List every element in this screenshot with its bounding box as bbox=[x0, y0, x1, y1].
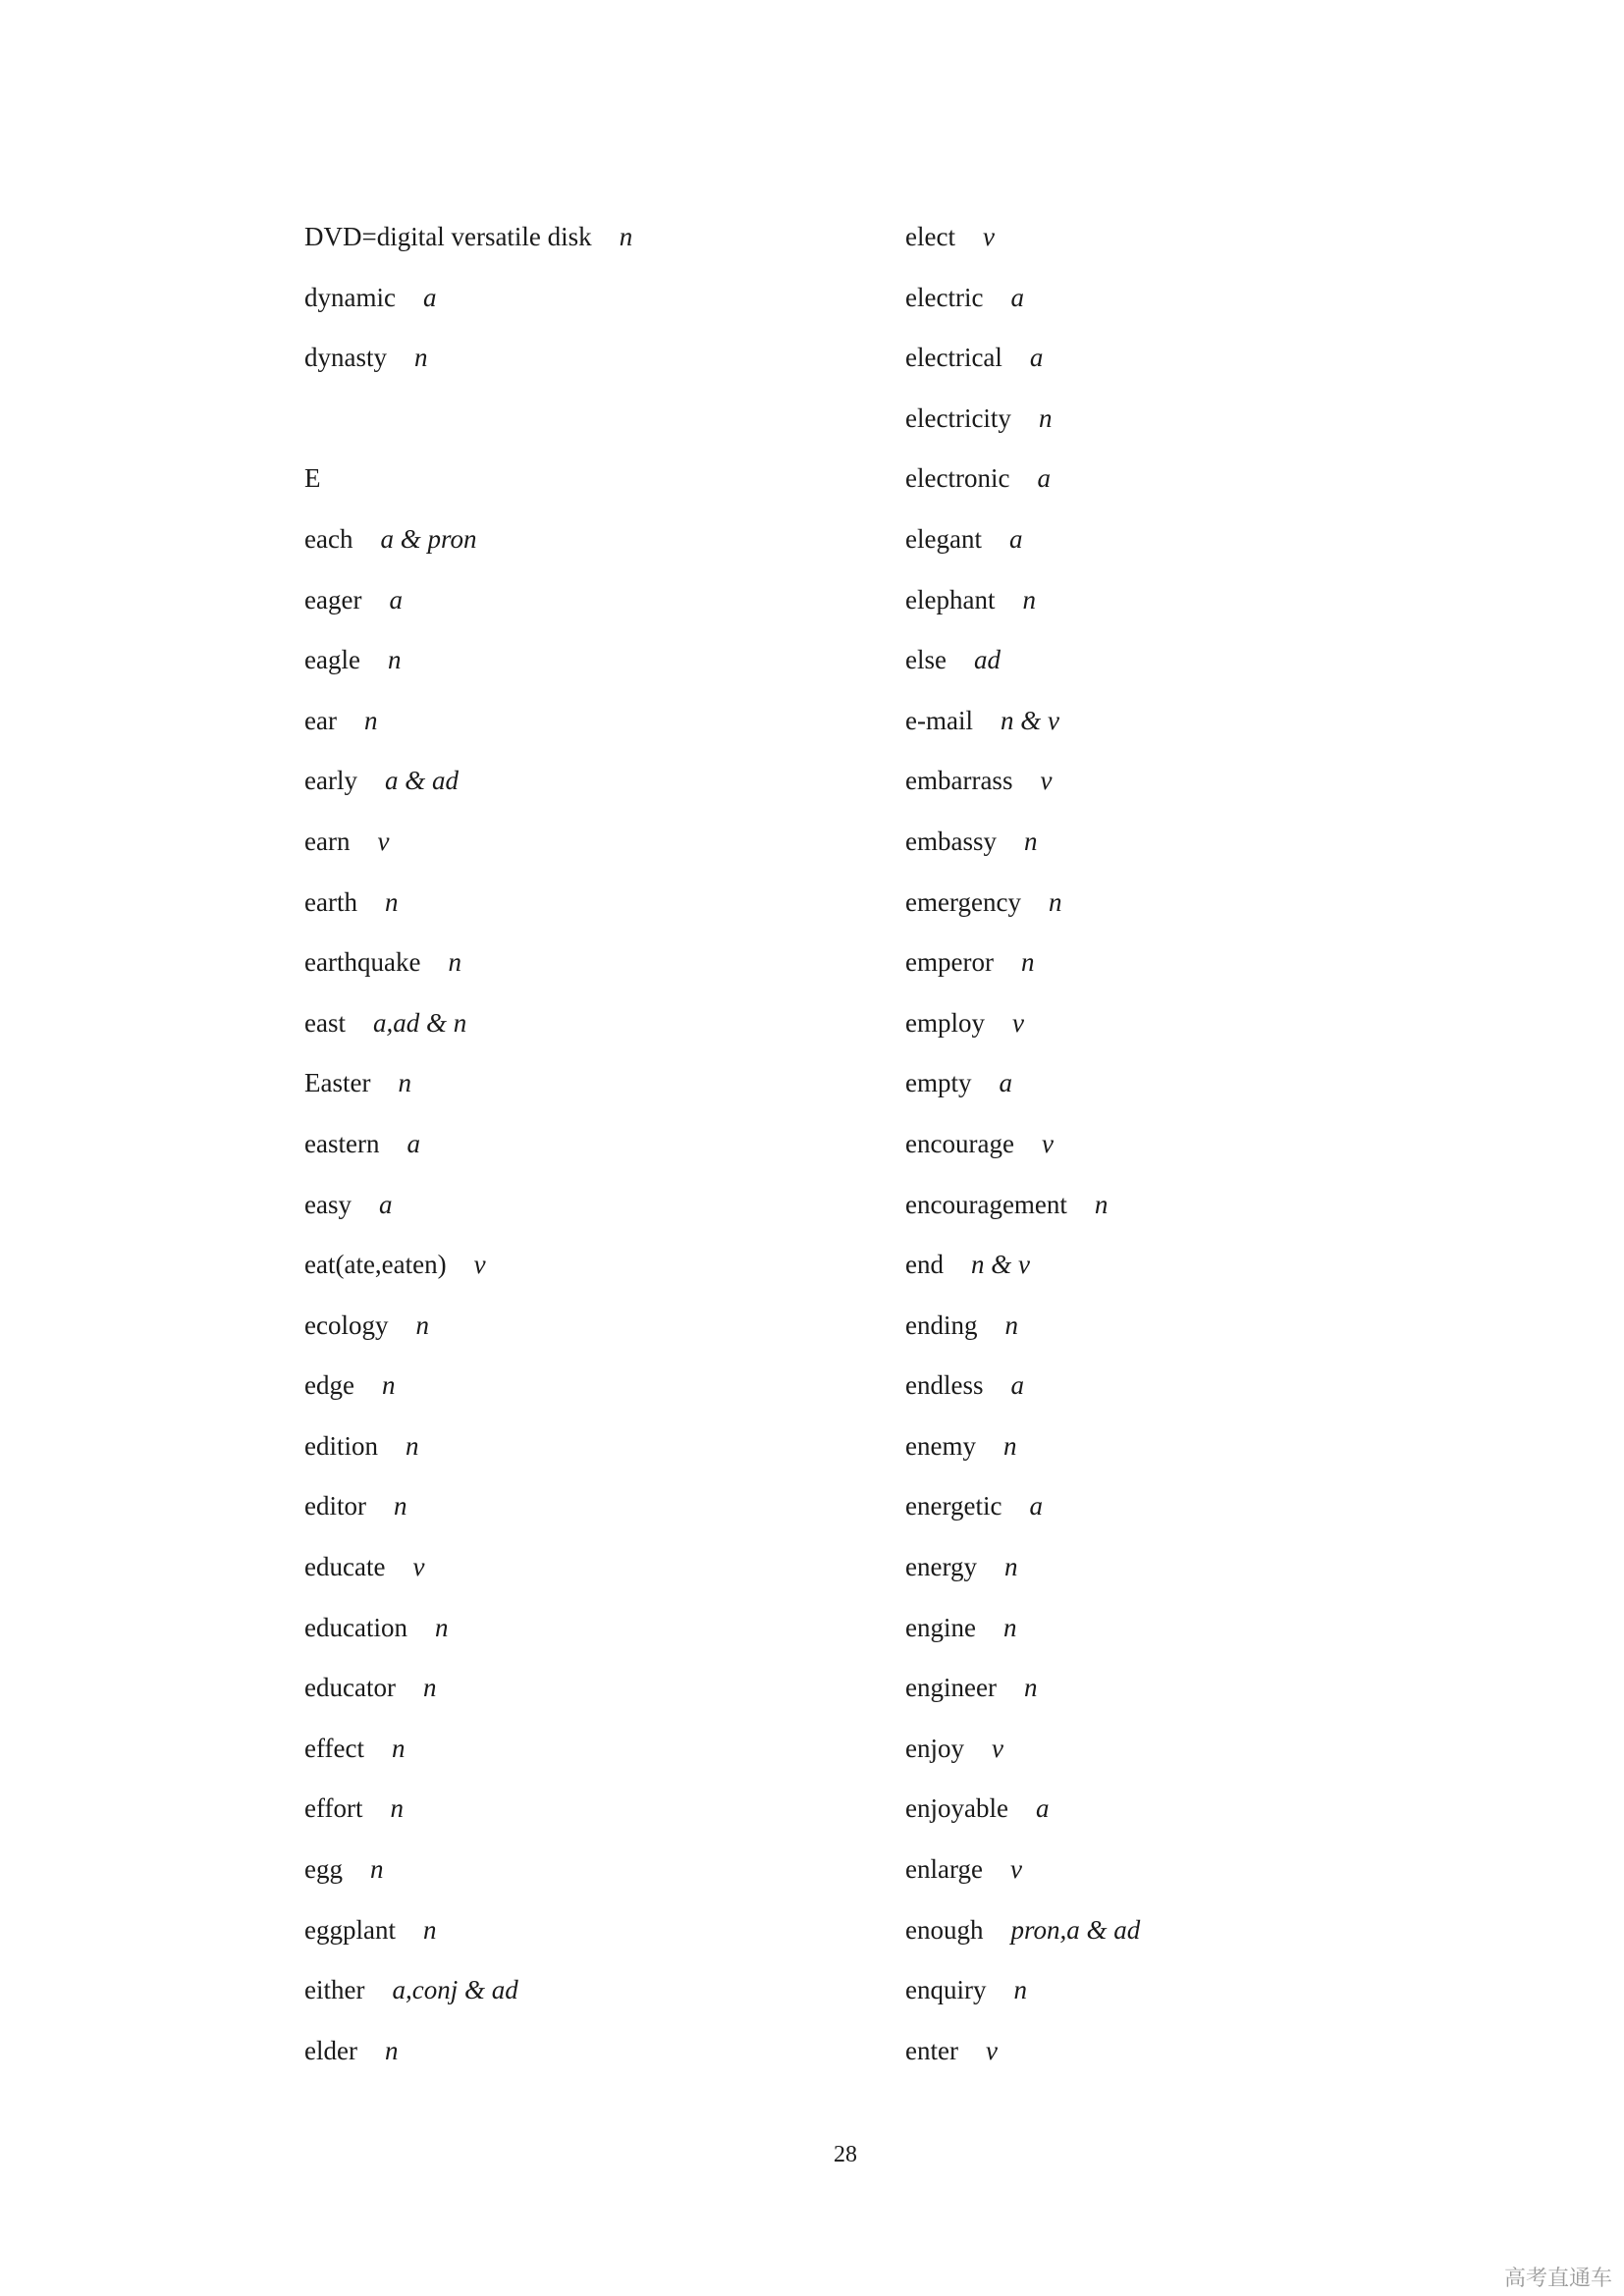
list-item bbox=[304, 519, 632, 580]
entry-word: enough bbox=[905, 1914, 984, 1945]
list-item bbox=[905, 399, 1140, 459]
entry-part-of-speech: a,conj & ad bbox=[392, 1975, 518, 2005]
entry-word: edge bbox=[304, 1370, 354, 1401]
entry-word: eager bbox=[304, 584, 362, 614]
list-item bbox=[905, 942, 1140, 1003]
list-item bbox=[304, 278, 632, 339]
list-item bbox=[304, 1185, 632, 1246]
entry-part-of-speech: n bbox=[1022, 584, 1036, 614]
list-item bbox=[905, 1970, 1140, 2031]
entry-word: ecology bbox=[304, 1309, 389, 1340]
entry-word: else bbox=[905, 645, 947, 675]
entry-word: end bbox=[905, 1250, 944, 1280]
entry-word: earthquake bbox=[304, 947, 421, 978]
list-item bbox=[905, 580, 1140, 641]
entry-part-of-speech: n bbox=[391, 1733, 406, 1763]
entry-part-of-speech: pron,a & ad bbox=[1010, 1914, 1141, 1945]
entry-word: DVD=digital versatile disk bbox=[304, 222, 592, 251]
entry-word: effort bbox=[304, 1793, 363, 1824]
list-item bbox=[905, 761, 1140, 822]
entry-word: each bbox=[304, 523, 353, 554]
entry-part-of-speech: n bbox=[384, 2035, 399, 2065]
entry-word: easy bbox=[304, 1189, 352, 1219]
entry-part-of-speech: n & v bbox=[1000, 705, 1059, 735]
list-item bbox=[304, 1789, 632, 1849]
list-item bbox=[304, 882, 632, 943]
list-item bbox=[905, 1426, 1140, 1487]
entry-part-of-speech: n bbox=[415, 1309, 429, 1340]
list-item bbox=[905, 1910, 1140, 1971]
entry-word: elephant bbox=[905, 584, 996, 614]
entry-part-of-speech: a bbox=[1008, 523, 1023, 554]
entry-word: eastern bbox=[304, 1128, 380, 1158]
left-column bbox=[304, 217, 632, 2091]
entry-part-of-speech: n bbox=[1002, 1430, 1017, 1461]
entry-word: enjoyable bbox=[905, 1793, 1008, 1824]
entry-word: emperor bbox=[905, 947, 994, 978]
entry-word: Easter bbox=[304, 1068, 371, 1098]
entry-word: eagle bbox=[304, 645, 360, 675]
entry-part-of-speech: n bbox=[422, 1673, 437, 1703]
list-item bbox=[304, 1003, 632, 1064]
entry-word: electricity bbox=[905, 402, 1011, 433]
entry-word: elegant bbox=[905, 523, 982, 554]
entry-part-of-speech: a bbox=[1010, 1370, 1024, 1401]
entry-word: egg bbox=[304, 1854, 343, 1885]
watermark: 高考直通车 bbox=[1503, 2267, 1612, 2291]
list-item bbox=[905, 1849, 1140, 1910]
entry-part-of-speech: n bbox=[1004, 1309, 1018, 1340]
entry-part-of-speech: a bbox=[378, 1189, 393, 1219]
entry-part-of-speech: n bbox=[1013, 1975, 1027, 2005]
entry-part-of-speech: a bbox=[1029, 343, 1044, 373]
page-number: 28 bbox=[834, 2142, 857, 2167]
entry-word: energetic bbox=[905, 1491, 1002, 1522]
entry-part-of-speech: n bbox=[619, 222, 633, 251]
entry-word: e-mail bbox=[905, 705, 973, 735]
list-item bbox=[905, 701, 1140, 762]
entry-word: embassy bbox=[905, 826, 997, 856]
entry-word: electronic bbox=[905, 463, 1010, 494]
section-spacer bbox=[304, 399, 632, 459]
list-item bbox=[304, 1849, 632, 1910]
entry-part-of-speech: n bbox=[1094, 1189, 1109, 1219]
entry-word: ending bbox=[905, 1309, 978, 1340]
entry-part-of-speech: a bbox=[1037, 463, 1051, 494]
entry-part-of-speech: n bbox=[1003, 1552, 1018, 1582]
list-item bbox=[304, 338, 632, 399]
entry-part-of-speech: a,ad & n bbox=[372, 1007, 467, 1038]
list-item bbox=[905, 822, 1140, 882]
list-item bbox=[905, 640, 1140, 701]
entry-part-of-speech: n bbox=[434, 1612, 449, 1642]
entry-part-of-speech: n bbox=[363, 705, 378, 735]
entry-word: empty bbox=[905, 1068, 972, 1098]
entry-word: encouragement bbox=[905, 1189, 1067, 1219]
list-item bbox=[905, 278, 1140, 339]
entry-part-of-speech: n bbox=[422, 1914, 437, 1945]
entry-word: enemy bbox=[905, 1430, 976, 1461]
entry-part-of-speech: v bbox=[1041, 1128, 1054, 1158]
list-item bbox=[905, 2031, 1140, 2092]
entry-part-of-speech: n bbox=[448, 947, 461, 978]
entry-word: edition bbox=[304, 1430, 378, 1461]
entry-word: employ bbox=[905, 1007, 985, 1038]
list-item bbox=[905, 882, 1140, 943]
entry-part-of-speech: v bbox=[985, 2035, 998, 2065]
list-item bbox=[304, 640, 632, 701]
entry-word: engineer bbox=[905, 1673, 997, 1703]
list-item bbox=[304, 1486, 632, 1547]
entry-part-of-speech: a bbox=[406, 1128, 420, 1158]
entry-part-of-speech: n bbox=[414, 343, 428, 373]
entry-word: endless bbox=[905, 1370, 984, 1401]
entry-part-of-speech: n bbox=[1002, 1612, 1017, 1642]
entry-word: education bbox=[304, 1612, 407, 1642]
list-item bbox=[304, 1729, 632, 1789]
entry-part-of-speech: n bbox=[406, 1430, 419, 1461]
entry-word: electric bbox=[905, 282, 984, 312]
entry-part-of-speech: a bbox=[1029, 1491, 1043, 1522]
list-item bbox=[304, 1547, 632, 1608]
entry-word: either bbox=[304, 1975, 365, 2005]
list-item bbox=[304, 580, 632, 641]
entry-part-of-speech: v bbox=[992, 1733, 1003, 1763]
entry-word: eggplant bbox=[304, 1914, 396, 1945]
list-item bbox=[905, 1063, 1140, 1124]
entry-word: educator bbox=[304, 1673, 396, 1703]
entry-part-of-speech: n bbox=[398, 1068, 411, 1098]
list-item bbox=[905, 1306, 1140, 1366]
list-item bbox=[304, 1306, 632, 1366]
entry-part-of-speech: a bbox=[1035, 1793, 1050, 1824]
entry-part-of-speech: n bbox=[384, 886, 399, 917]
list-item bbox=[905, 1547, 1140, 1608]
entry-part-of-speech: n bbox=[1023, 826, 1038, 856]
entry-part-of-speech: a bbox=[999, 1068, 1012, 1098]
entry-word: ear bbox=[304, 705, 337, 735]
list-item bbox=[905, 1185, 1140, 1246]
entry-word: dynamic bbox=[304, 282, 396, 312]
entry-word: enlarge bbox=[905, 1854, 983, 1885]
entry-part-of-speech: v bbox=[473, 1250, 486, 1280]
entry-word: earn bbox=[304, 826, 351, 856]
list-item bbox=[304, 1970, 632, 2031]
entry-part-of-speech: v bbox=[412, 1552, 425, 1582]
entry-part-of-speech: a bbox=[422, 282, 437, 312]
list-item bbox=[304, 217, 632, 278]
entry-word: encourage bbox=[905, 1128, 1014, 1158]
list-item bbox=[905, 217, 1140, 278]
entry-part-of-speech: v bbox=[1009, 1854, 1022, 1885]
entry-word: elder bbox=[304, 2035, 357, 2065]
entry-part-of-speech: a bbox=[1010, 282, 1024, 312]
entry-part-of-speech: n bbox=[387, 645, 402, 675]
entry-part-of-speech: v bbox=[377, 826, 390, 856]
list-item bbox=[304, 1426, 632, 1487]
list-item bbox=[905, 1003, 1140, 1064]
list-item bbox=[905, 458, 1140, 519]
entry-part-of-speech: a & ad bbox=[384, 766, 459, 796]
list-item bbox=[905, 1124, 1140, 1185]
entry-word: editor bbox=[304, 1491, 366, 1522]
entry-word: emergency bbox=[905, 886, 1021, 917]
entry-word: elect bbox=[905, 222, 955, 251]
list-item bbox=[304, 1245, 632, 1306]
entry-word: earth bbox=[304, 886, 357, 917]
list-item bbox=[905, 338, 1140, 399]
list-item bbox=[304, 1608, 632, 1669]
list-item bbox=[905, 1668, 1140, 1729]
entry-part-of-speech: n bbox=[1023, 1673, 1038, 1703]
list-item bbox=[905, 519, 1140, 580]
entry-word: electrical bbox=[905, 343, 1002, 373]
list-item bbox=[304, 1910, 632, 1971]
list-item bbox=[905, 1729, 1140, 1789]
right-column bbox=[905, 217, 1140, 2091]
entry-part-of-speech: n & v bbox=[970, 1250, 1030, 1280]
entry-word: east bbox=[304, 1007, 346, 1038]
entry-word: energy bbox=[905, 1552, 977, 1582]
entry-part-of-speech: n bbox=[381, 1370, 396, 1401]
entry-word: engine bbox=[905, 1612, 976, 1642]
entry-word: educate bbox=[304, 1552, 386, 1582]
entry-word: early bbox=[304, 766, 357, 796]
entry-part-of-speech: n bbox=[1020, 947, 1035, 978]
entry-word: enjoy bbox=[905, 1733, 964, 1763]
entry-part-of-speech: n bbox=[390, 1793, 404, 1824]
list-item bbox=[304, 1124, 632, 1185]
entry-part-of-speech: a bbox=[389, 584, 403, 614]
list-item bbox=[304, 2031, 632, 2092]
entry-part-of-speech: ad bbox=[973, 645, 1001, 675]
list-item bbox=[304, 761, 632, 822]
entry-part-of-speech: n bbox=[1038, 402, 1053, 433]
entry-word: effect bbox=[304, 1733, 364, 1763]
section-heading: E bbox=[304, 463, 321, 494]
list-item bbox=[304, 1668, 632, 1729]
list-item bbox=[304, 1063, 632, 1124]
list-item bbox=[304, 942, 632, 1003]
entry-word: eat(ate,eaten) bbox=[304, 1250, 447, 1280]
list-item bbox=[304, 1365, 632, 1426]
list-item bbox=[905, 1789, 1140, 1849]
entry-word: embarrass bbox=[905, 766, 1013, 796]
list-item bbox=[905, 1486, 1140, 1547]
entry-part-of-speech: n bbox=[393, 1491, 407, 1522]
entry-part-of-speech: v bbox=[1012, 1007, 1024, 1038]
list-item bbox=[304, 701, 632, 762]
entry-part-of-speech: n bbox=[1048, 886, 1062, 917]
entry-part-of-speech: a & pron bbox=[380, 523, 477, 554]
list-item bbox=[905, 1365, 1140, 1426]
list-item bbox=[304, 822, 632, 882]
entry-word: dynasty bbox=[304, 343, 387, 373]
entry-part-of-speech: v bbox=[982, 222, 995, 251]
entry-part-of-speech: v bbox=[1040, 766, 1053, 796]
entry-part-of-speech: n bbox=[369, 1854, 384, 1885]
entry-word: enquiry bbox=[905, 1975, 987, 2005]
entry-word: enter bbox=[905, 2035, 958, 2065]
list-item bbox=[905, 1608, 1140, 1669]
list-item bbox=[905, 1245, 1140, 1306]
